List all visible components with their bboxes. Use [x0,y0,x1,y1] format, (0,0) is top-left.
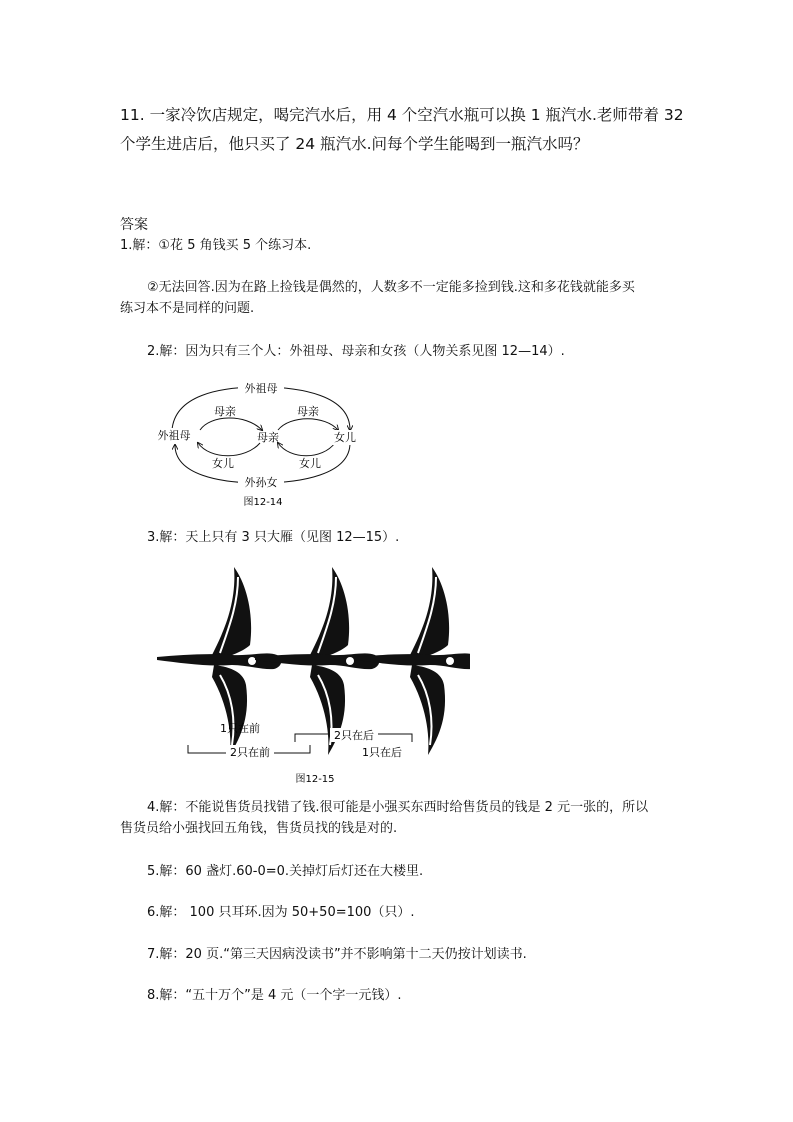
answers-heading: 答案 [120,217,148,233]
answer-1-part-2-line-1: ②无法回答.因为在路上捡钱是偶然的，人数多不一定能多捡到钱.这和多花钱就能多买 [147,280,635,295]
answer-3: 3.解：天上只有 3 只大雁（见图 12—15）. [147,530,400,545]
label-1-behind: 1只在后 [362,746,402,759]
label-1-in-front: 1只在前 [220,722,260,735]
label-2-behind: 2只在后 [334,729,374,742]
answer-5: 5.解：60 盏灯.60-0=0.关掉灯后灯还在大楼里. [147,864,424,879]
goose-3 [355,567,470,755]
question-line-2: 个学生进店后，他只买了 24 瓶汽水.问每个学生能喝到一瓶汽水吗？ [120,135,589,153]
answer-6: 6.解： 100 只耳环.因为 50+50=100（只）. [147,905,415,920]
label-lower-right: 女儿 [299,457,321,470]
question-line-1: 11. 一家冷饮店规定，喝完汽水后，用 4 个空汽水瓶可以换 1 瓶汽水.老师带着 32 [120,106,684,124]
answer-1-part-2-line-2: 练习本不是同样的问题. [120,301,255,316]
node-center: 母亲 [257,431,279,444]
inner-upper-right-arrow [278,419,338,430]
label-upper-left: 母亲 [214,405,236,418]
figure-12-15 [150,560,470,790]
goose-2 [255,567,379,755]
inner-lower-right-arrow [278,443,335,456]
node-top: 外祖母 [244,382,278,395]
figure-12-15-caption: 图12-15 [295,774,335,785]
answer-1-part-1: 1.解：①花 5 角钱买 5 个练习本. [120,238,312,253]
answer-7: 7.解：20 页.“第三天因病没读书”并不影响第十二天仍按计划读书. [147,947,527,962]
node-left: 外祖母 [157,429,191,442]
figure-12-14 [150,375,380,510]
node-right: 女儿 [334,431,356,444]
answer-8: 8.解：“五十万个”是 4 元（一个字一元钱）. [147,988,402,1003]
answer-4-line-2: 售货员给小强找回五角钱，售货员找的钱是对的. [120,821,398,836]
node-bottom: 外孙女 [244,476,278,489]
label-upper-right: 母亲 [297,405,319,418]
label-2-in-front: 2只在前 [230,746,270,759]
label-lower-left: 女儿 [212,457,234,470]
answer-4-line-1: 4.解：不能说售货员找错了钱.很可能是小强买东西时给售货员的钱是 2 元一张的，所以 [147,800,649,815]
answer-2: 2.解：因为只有三个人：外祖母、母亲和女孩（人物关系见图 12—14）. [147,344,565,359]
inner-upper-left-arrow [200,418,262,430]
inner-lower-left-arrow [198,443,260,456]
figure-12-14-caption: 图12-14 [243,497,283,508]
